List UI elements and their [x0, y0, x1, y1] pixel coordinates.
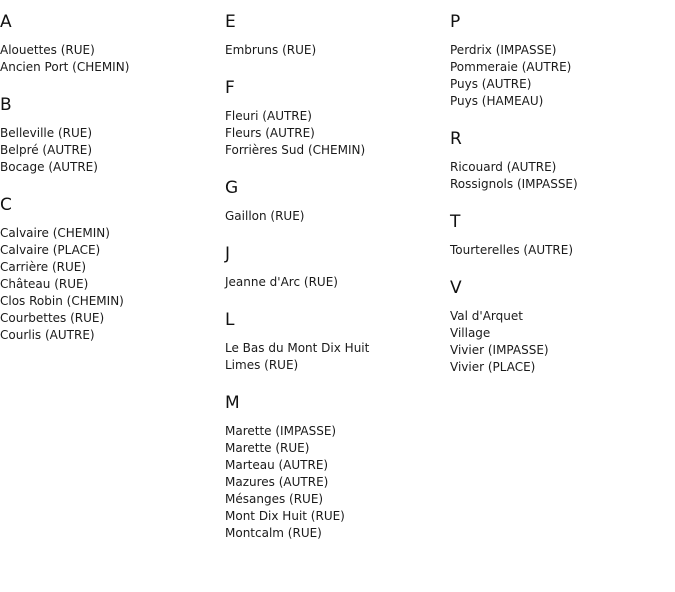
street-link[interactable]: Mésanges (RUE) [225, 492, 324, 506]
street-list [450, 308, 672, 376]
street-list [225, 423, 447, 542]
street-link[interactable]: Limes (RUE) [225, 358, 299, 372]
letter-heading: V [450, 278, 462, 298]
letter-heading: T [450, 212, 461, 232]
street-list [0, 125, 222, 176]
street-link[interactable]: Perdrix (IMPASSE) [450, 43, 557, 57]
street-link[interactable]: Gaillon (RUE) [225, 209, 305, 223]
letter-group-f [225, 76, 447, 159]
letter-heading: A [0, 12, 12, 32]
street-link[interactable]: Bocage (AUTRE) [0, 160, 98, 174]
letter-group-b [0, 93, 222, 176]
street-link[interactable]: Jeanne d'Arc (RUE) [225, 275, 338, 289]
street-list [225, 274, 447, 291]
street-link[interactable]: Marette (RUE) [225, 441, 310, 455]
street-list [450, 242, 672, 259]
letter-group-c [0, 193, 222, 344]
street-link[interactable]: Calvaire (PLACE) [0, 243, 101, 257]
street-link[interactable]: Calvaire (CHEMIN) [0, 226, 110, 240]
letter-group-m [225, 391, 447, 542]
street-list [225, 340, 447, 374]
letter-group-l [225, 308, 447, 374]
street-link[interactable]: Belleville (RUE) [0, 126, 93, 140]
street-link[interactable]: Château (RUE) [0, 277, 89, 291]
street-list [225, 208, 447, 225]
letter-heading: P [450, 12, 461, 32]
street-link[interactable]: Marteau (AUTRE) [225, 458, 329, 472]
street-list [450, 159, 672, 193]
letter-group-j [225, 242, 447, 291]
letter-heading: E [225, 12, 236, 32]
street-column-1 [0, 10, 222, 361]
street-list [225, 108, 447, 159]
street-link[interactable]: Clos Robin (CHEMIN) [0, 294, 124, 308]
street-link[interactable]: Marette (IMPASSE) [225, 424, 337, 438]
letter-heading: J [225, 244, 231, 264]
street-list [225, 42, 447, 59]
street-link[interactable]: Courbettes (RUE) [0, 311, 105, 325]
street-list [0, 42, 222, 76]
street-link[interactable]: Vivier (PLACE) [450, 360, 536, 374]
street-link[interactable]: Belpré (AUTRE) [0, 143, 93, 157]
letter-heading: L [225, 310, 235, 330]
letter-group-a [0, 10, 222, 76]
street-link[interactable]: Carrière (RUE) [0, 260, 87, 274]
street-link[interactable]: Rossignols (IMPASSE) [450, 177, 578, 191]
street-link[interactable]: Tourterelles (AUTRE) [450, 243, 574, 257]
letter-heading: F [225, 78, 235, 98]
street-link[interactable]: Le Bas du Mont Dix Huit [225, 341, 370, 355]
street-link[interactable]: Courlis (AUTRE) [0, 328, 95, 342]
street-link[interactable]: Ricouard (AUTRE) [450, 160, 557, 174]
letter-group-p [450, 10, 672, 110]
letter-group-g [225, 176, 447, 225]
street-link[interactable]: Ancien Port (CHEMIN) [0, 60, 130, 74]
street-link[interactable]: Mont Dix Huit (RUE) [225, 509, 345, 523]
street-link[interactable]: Montcalm (RUE) [225, 526, 322, 540]
street-link[interactable]: Fleurs (AUTRE) [225, 126, 315, 140]
letter-heading: G [225, 178, 239, 198]
street-link[interactable]: Village [450, 326, 491, 340]
letter-group-r [450, 127, 672, 193]
letter-heading: B [0, 95, 12, 115]
street-link[interactable]: Mazures (AUTRE) [225, 475, 329, 489]
letter-group-t [450, 210, 672, 259]
street-link[interactable]: Pommeraie (AUTRE) [450, 60, 572, 74]
street-link[interactable]: Alouettes (RUE) [0, 43, 95, 57]
street-link[interactable]: Puys (AUTRE) [450, 77, 532, 91]
street-link[interactable]: Val d'Arquet [450, 309, 523, 323]
street-link[interactable]: Embruns (RUE) [225, 43, 317, 57]
street-link[interactable]: Forrières Sud (CHEMIN) [225, 143, 366, 157]
letter-group-e [225, 10, 447, 59]
letter-heading: R [450, 129, 462, 149]
street-list [450, 42, 672, 110]
street-column-3 [450, 10, 672, 393]
street-list [0, 225, 222, 344]
letter-group-v [450, 276, 672, 376]
street-link[interactable]: Puys (HAMEAU) [450, 94, 544, 108]
street-column-2 [225, 10, 447, 559]
street-link[interactable]: Fleuri (AUTRE) [225, 109, 312, 123]
letter-heading: C [0, 195, 12, 215]
letter-heading: M [225, 393, 240, 413]
street-link[interactable]: Vivier (IMPASSE) [450, 343, 549, 357]
